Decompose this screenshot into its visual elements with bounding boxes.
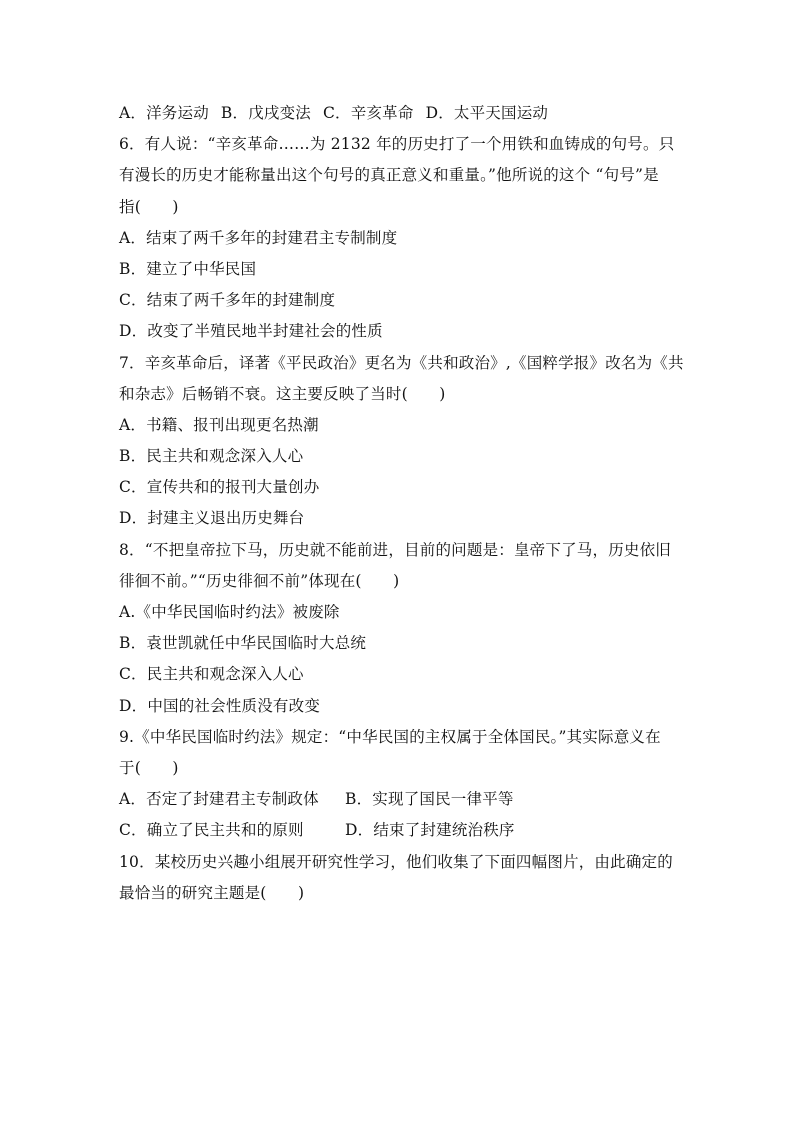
question-list xyxy=(119,98,684,909)
q6-stem-line-1: 6．有人说：“辛亥革命……为 2132 年的历史打了一个用铁和血铸成的句号。只 xyxy=(119,135,675,154)
q8-option-a: A.《中华民国临时约法》被废除 xyxy=(119,603,340,621)
q9-options-row-1 xyxy=(119,784,679,815)
q9-stem-line-2: 于( ) xyxy=(119,758,179,777)
q7-stem-line-1: 7．辛亥革命后，译著《平民政治》更名为《共和政治》,《国粹学报》改名为《共 xyxy=(119,353,684,372)
q5-options xyxy=(119,98,679,129)
q8-stem-line-1: 8．“不把皇帝拉下马，历史就不能前进，目前的问题是：皇帝下了马，历史依旧 xyxy=(119,540,671,559)
q7-option-b: B．民主共和观念深入人心 xyxy=(119,447,304,466)
q7-option-c: C．宣传共和的报刊大量创办 xyxy=(119,478,320,497)
q8-option-b: B．袁世凯就任中华民国临时大总统 xyxy=(119,634,367,653)
q7-option-d: D．封建主义退出历史舞台 xyxy=(119,509,305,528)
q6-option-c: C．结束了两千多年的封建制度 xyxy=(119,291,336,310)
q7-stem-line-2: 和杂志》后畅销不衰。这主要反映了当时( ) xyxy=(119,384,446,403)
q9-option-b: B．实现了国民一律平等 xyxy=(345,790,514,809)
q5-option-c: C．辛亥革命 xyxy=(323,104,414,122)
q9-stem-line-1: 9.《中华民国临时约法》规定：“中华民国的主权属于全体国民。”其实际意义在 xyxy=(119,727,661,746)
q5-option-d: D．太平天国运动 xyxy=(425,104,549,122)
q8-option-c: C．民主共和观念深入人心 xyxy=(119,665,304,684)
q5-option-a: A．洋务运动 xyxy=(119,104,209,122)
q10-stem-line-1: 10．某校历史兴趣小组展开研究性学习，他们收集了下面四幅图片，由此确定的 xyxy=(119,852,673,871)
q6-option-a: A．结束了两千多年的封建君主专制制度 xyxy=(119,228,398,247)
q9-options-row-2 xyxy=(119,815,679,846)
q6-option-b: B．建立了中华民国 xyxy=(119,259,257,278)
q9-option-d: D．结束了封建统治秩序 xyxy=(345,821,515,840)
q6-option-d: D．改变了半殖民地半封建社会的性质 xyxy=(119,322,383,341)
q5-option-b: B．戊戌变法 xyxy=(220,104,311,122)
q8-option-d: D．中国的社会性质没有改变 xyxy=(119,696,321,715)
q9-option-c: C．确立了民主共和的原则 xyxy=(119,821,304,840)
q8-stem-line-2: 徘徊不前。”“历史徘徊不前”体现在( ) xyxy=(119,571,400,590)
q6-stem-line-3: 指( ) xyxy=(119,197,179,216)
q10-stem-line-2: 最恰当的研究主题是( ) xyxy=(119,883,305,902)
q9-option-a: A．否定了封建君主专制政体 xyxy=(119,790,319,809)
q6-stem-line-2: 有漫长的历史才能称量出这个句号的真正意义和重量。”他所说的这个 “句号”是 xyxy=(119,166,659,185)
q7-option-a: A．书籍、报刊出现更名热潮 xyxy=(119,415,319,434)
